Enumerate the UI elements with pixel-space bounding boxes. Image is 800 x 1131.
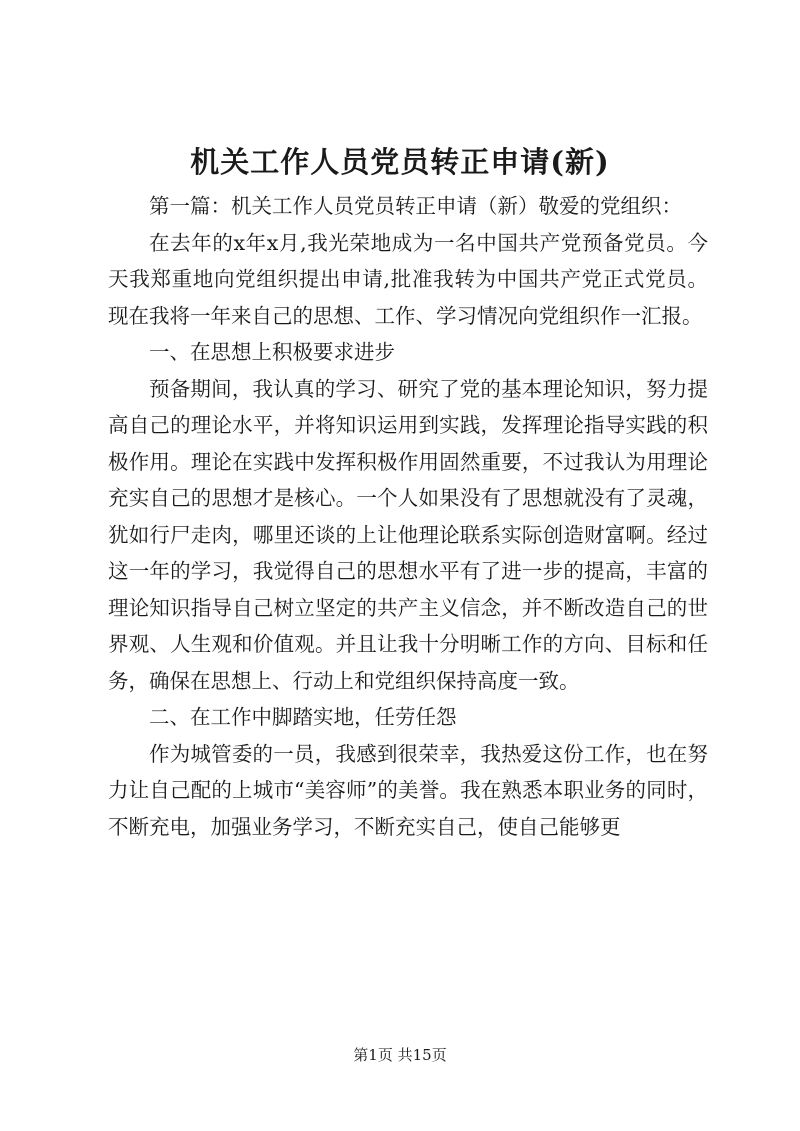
paragraph-thought: 预备期间，我认真的学习、研究了党的基本理论知识，努力提高自己的理论水平，并将知识运用到实践，发挥理论指导实践的积极作用。理论在实践中发挥积极作用固然重要，不过我认为用理论充实自己的思想才是核心。一个人如果没有了思想就没有了灵魂，犹如行尸走肉，哪里还谈的上让他理论联系实际创造财富啊。经过这一年的学习，我觉得自己的思想水平有了进一步的提高，丰富的理论知识指导自己树立坚定的共产主义信念，并不断改造自己的世界观、人生观和价值观。并且让我十分明晰工作的方向、目标和任务，确保在思想上、行动上和党组织保持高度一致。 xyxy=(108,376,708,693)
paragraph-work: 作为城管委的一员，我感到很荣幸，我热爱这份工作，也在努力让自己配的上城市“美容师”的美誉。我在熟悉本职业务的同时，不断充电，加强业务学习，不断充实自己，使自己能够更 xyxy=(108,741,708,839)
document-title: 机关工作人员党员转正申请(新) xyxy=(190,145,610,179)
document-body xyxy=(108,188,708,845)
paragraph-application: 在去年的x年x月,我光荣地成为一名中国共产党预备党员。今天我郑重地向党组织提出申请,批准我转为中国共产党正式党员。现在我将一年来自己的思想、工作、学习情况向党组织作一汇报。 xyxy=(108,230,708,328)
page-footer: 第1页 共15页 xyxy=(353,1046,447,1064)
paragraph-intro: 第一篇：机关工作人员党员转正申请（新）敬爱的党组织： xyxy=(149,194,682,218)
section-heading-2: 二、在工作中脚踏实地，任劳任怨 xyxy=(149,705,457,729)
section-heading-1: 一、在思想上积极要求进步 xyxy=(149,340,395,364)
